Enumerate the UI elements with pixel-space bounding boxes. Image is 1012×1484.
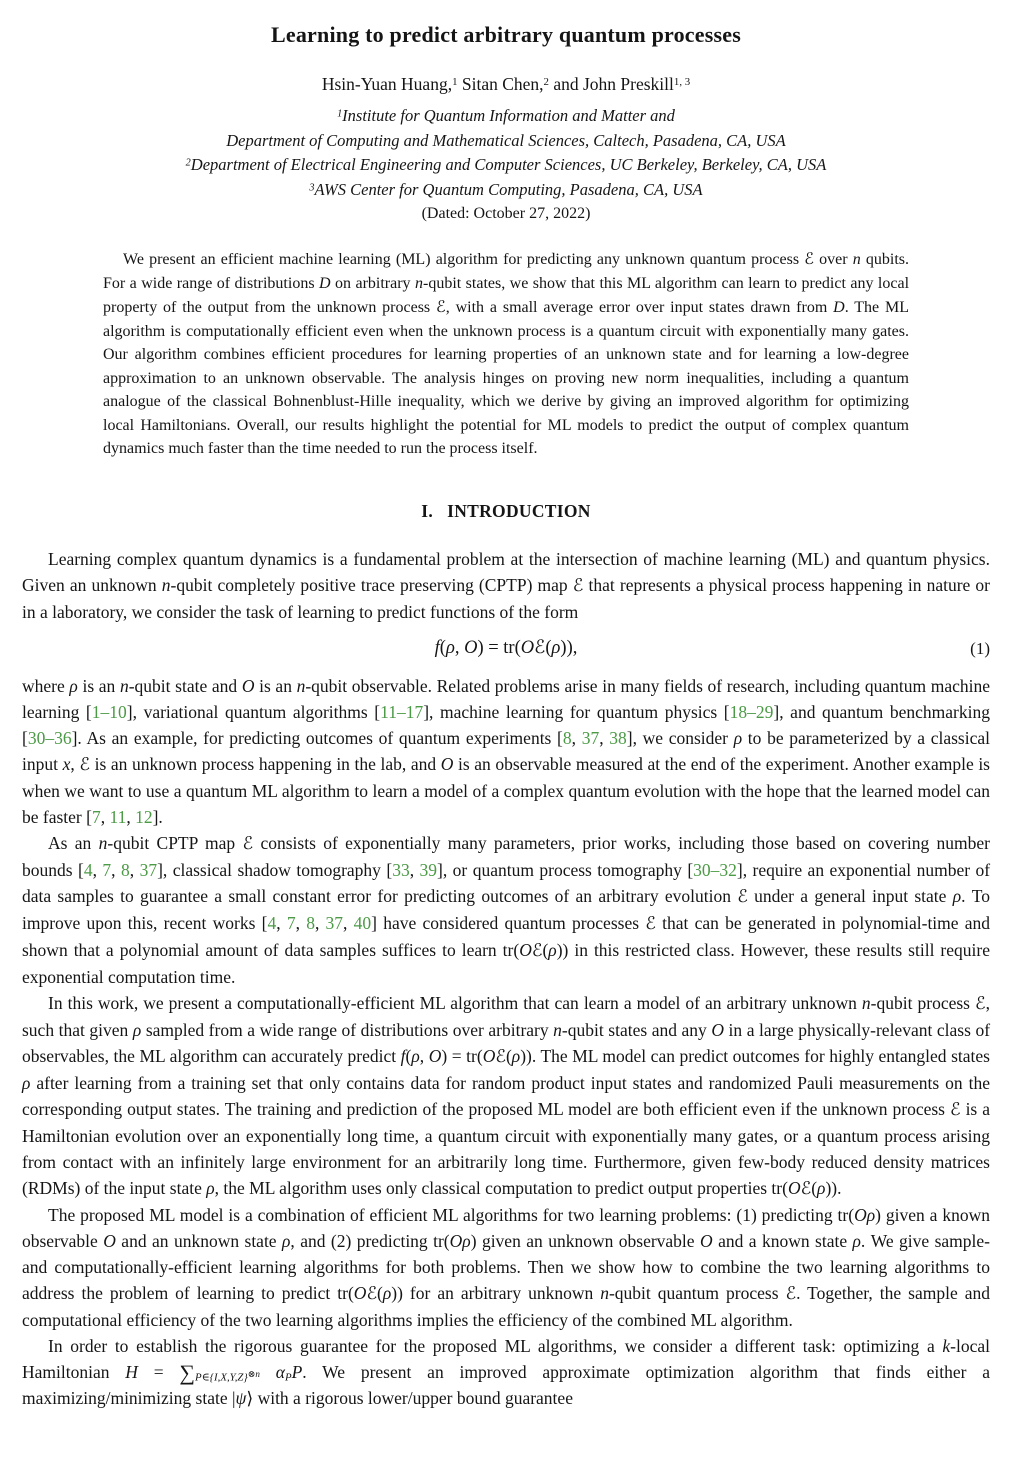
citation-ref[interactable]: 38 — [609, 727, 627, 748]
citation-ref[interactable]: 1–10 — [91, 701, 127, 722]
citation-ref[interactable]: 30–32 — [693, 859, 737, 880]
paper-header — [22, 22, 990, 223]
citation-ref[interactable]: 30–36 — [27, 727, 72, 748]
citation-ref[interactable]: 11 — [109, 806, 127, 827]
citation-ref[interactable]: 8 — [562, 727, 572, 748]
section-number: I. — [421, 500, 434, 521]
paragraph-5: The proposed ML model is a combination of efficient ML algorithms for two learning problems: (1) predicting tr(Oρ) given a known observable O and an unknown state ρ, and (2) predicting tr(Oρ) given an unknown observable O and a known state ρ. We give sample- and computationally-efficient learning algorithms for both problems. Then we show how to combine the two learning algorithms to address the problem of learning to predict tr(Oℰ(ρ)) for an arbitrary unknown n-qubit quantum process ℰ. Together, the sample and computational efficiency of the two learning algorithms implies the efficiency of the combined ML algorithm. — [22, 1204, 991, 1330]
citation-ref[interactable]: 39 — [419, 859, 438, 880]
citation-ref[interactable]: 33 — [392, 859, 410, 880]
paragraph-6: In order to establish the rigorous guarantee for the proposed ML algorithms, we consider a different task: optimizing a k-local Hamiltonian $H = \sum_{P\in\{I,X,Y,Z\}}\otimes n$ $\alpha_PP$. We present an improved approximate optimization algorithm that finds either a maximizing/minimizing state |ψ⟩ with a rigorous lower/upper bound guarantee — [22, 1335, 991, 1408]
paragraph-2: where ρ is an n-qubit state and O is an n-qubit observable. Related problems arise in many fields of research, including quantum machine learning [1–10], variational quantum algorithms [11–17], machine learning for quantum physics [18–29], and quantum benchmarking [30–36]. As an example, for predicting outcomes of quantum experiments [8, 37, 38], we consider ρ to be parameterized by a classical input x, ℰ is an unknown process happening in the lab, and O is an observable measured at the end of the experiment. Another example is when we want to use a quantum ML algorithm to learn a model of a complex quantum evolution with the hope that the learned model can be faster [7, 11, 12]. — [22, 675, 990, 827]
citation-ref[interactable]: 18–29 — [729, 701, 774, 722]
paper-title: Learning to predict arbitrary quantum processes — [271, 22, 741, 47]
section-heading-introduction — [22, 501, 990, 522]
affiliation-line-2: Department of Computing and Mathematical Sciences, Caltech, Pasadena, CA, USA — [226, 130, 786, 150]
authors-line: Hsin-Yuan Huang,$^1$ Sitan Chen,$^2$ and John Preskill$^{1, 3}$ — [321, 74, 691, 94]
affiliations-block — [22, 104, 990, 202]
paragraph-4: In this work, we present a computationally-efficient ML algorithm that can learn a model of an arbitrary unknown n-qubit process ℰ, such that given ρ sampled from a wide range of distributions over arbitrary n-qubit states and any O in a large physically-relevant class of observables, the ML algorithm can accurately predict f(ρ, O) = tr(Oℰ(ρ)). The ML model can predict outcomes for highly entangled states ρ after learning from a training set that only contains data for random product input states and randomized Pauli measurements on the corresponding output states. The training and prediction of the proposed ML model are both efficient even if the unknown process ℰ is a Hamiltonian evolution over an exponentially long time, a quantum circuit with exponentially many gates, or a quantum process arising from contact with an infinitely large environment for an arbitrarily long time. Furthermore, given few-body reduced density matrices (RDMs) of the input state ρ, the ML algorithm uses only classical computation to predict output properties tr(Oℰ(ρ)). — [22, 992, 991, 1199]
abstract: We present an efficient machine learning (ML) algorithm for predicting any unknown quantum process ℰ over n qubits. For a wide range of distributions D on arbitrary n-qubit states, we show that this ML algorithm can learn to predict any local property of the output from the unknown process ℰ, with a small average error over input states drawn from D. The ML algorithm is computationally efficient even when the unknown process is a quantum circuit with exponentially many gates. Our algorithm combines efficient procedures for learning properties of an unknown state and for learning a low-degree approximation to an unknown observable. The analysis hinges on proving new norm inequalities, including a quantum analogue of the classical Bohnenblust-Hille inequality, which we derive by giving an improved algorithm for optimizing local Hamiltonians. Overall, our results highlight the potential for ML models to predict the output of complex quantum dynamics much faster than the time needed to run the process itself. — [103, 249, 910, 457]
equation-number: (1) — [970, 638, 990, 658]
citation-ref[interactable]: 40 — [353, 912, 372, 933]
citation-ref[interactable]: 8 — [306, 912, 315, 933]
equation-body: f(ρ, O) = tr(Oℰ(ρ)), — [434, 636, 578, 658]
section-title: INTRODUCTION — [447, 500, 591, 521]
citation-ref[interactable]: 11–17 — [380, 701, 424, 722]
citation-ref[interactable]: 8 — [121, 859, 130, 880]
citation-ref[interactable]: 4 — [83, 859, 93, 880]
citation-ref[interactable]: 12 — [135, 806, 153, 827]
affiliation-line-1: $^1$Institute for Quantum Information and Matter and — [337, 106, 675, 125]
citation-ref[interactable]: 37 — [325, 912, 344, 933]
affiliation-line-4: $^3$AWS Center for Quantum Computing, Pasadena, CA, USA — [309, 179, 703, 199]
citation-ref[interactable]: 37 — [581, 727, 600, 748]
citation-ref[interactable]: 37 — [139, 859, 158, 880]
citation-ref[interactable]: 7 — [286, 912, 296, 933]
equation-1 — [22, 637, 990, 659]
citation-ref[interactable]: 7 — [102, 859, 112, 880]
paragraph-3: As an n-qubit CPTP map ℰ consists of exponentially many parameters, prior works, including those based on covering number bounds [4, 7, 8, 37], classical shadow tomography [33, 39], or quantum process tomography [30–32], require an exponential number of data samples to guarantee a small constant error for predicting outcomes of an arbitrary evolution ℰ under a general input state ρ. To improve upon this, recent works [4, 7, 8, 37, 40] have considered quantum processes ℰ that can be generated in polynomial-time and shown that a polynomial amount of data samples suffices to learn tr(Oℰ(ρ)) in this restricted class. However, these results still require exponential computation time. — [22, 832, 991, 987]
citation-ref[interactable]: 4 — [267, 912, 277, 933]
paragraph-1: Learning complex quantum dynamics is a fundamental problem at the intersection of machine learning (ML) and quantum physics. Given an unknown n-qubit completely positive trace preserving (CPTP) map ℰ that represents a physical process happening in nature or in a laboratory, we consider the task of learning to predict functions of the form — [22, 548, 990, 622]
dated-line: (Dated: October 27, 2022) — [421, 205, 591, 222]
affiliation-line-3: $^2$Department of Electrical Engineering and Computer Sciences, UC Berkeley, Berkeley, CA, USA — [185, 155, 827, 174]
citation-ref[interactable]: 7 — [91, 806, 101, 827]
